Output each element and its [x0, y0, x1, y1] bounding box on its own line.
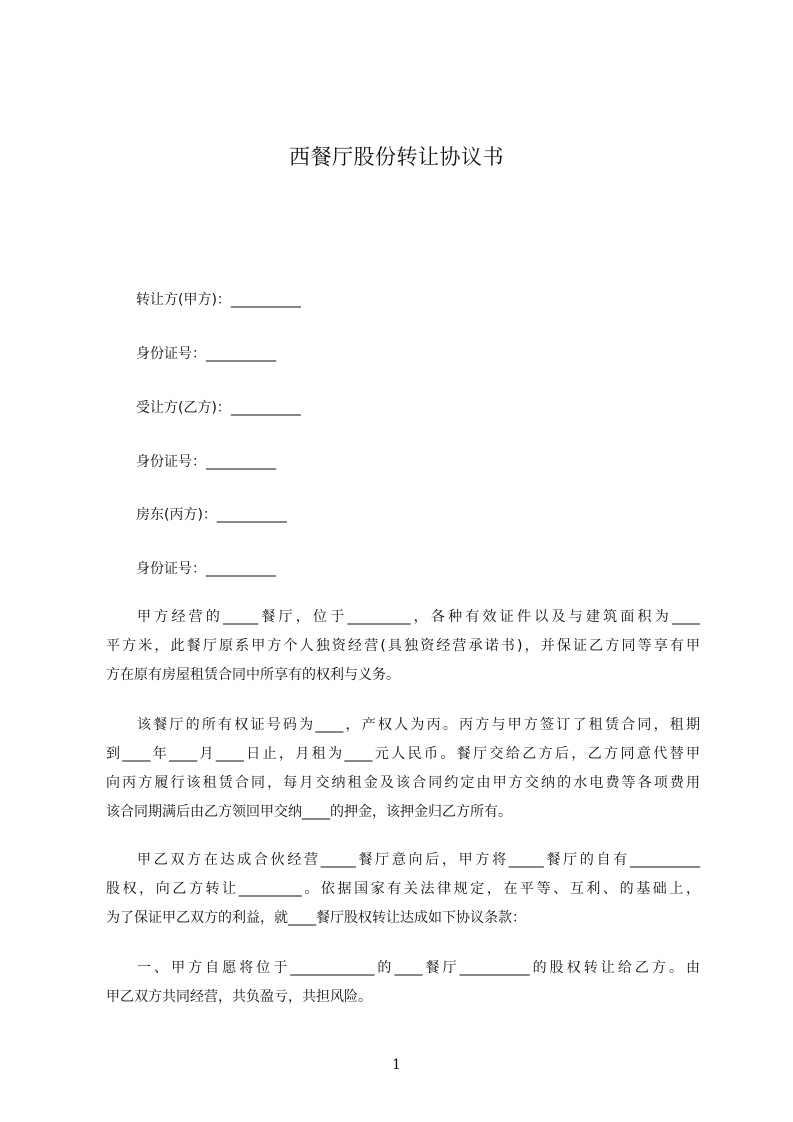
- landlord-field: 房东(丙方)：__________: [136, 507, 287, 523]
- document-title: 西餐厅股份转让协议书: [289, 145, 504, 169]
- transferee-field: 受让方(乙方)：__________: [136, 400, 301, 416]
- paragraph-line: 方在原有房屋租赁合同中所享有的权利与义务。: [106, 667, 400, 683]
- paragraph-line: 甲乙双方在达成合伙经营_____餐厅意向后，甲方将_____餐厅的自有__________: [137, 852, 700, 868]
- transferee-id-field: 身份证号：__________: [136, 454, 276, 470]
- paragraph-line: 一、甲方自愿将位于____________的____餐厅__________的股权转让给乙方。由: [137, 960, 700, 976]
- paragraph-line: 平方米，此餐厅原系甲方个人独资经营(具独资经营承诺书)，并保证乙方同等享有甲: [106, 638, 700, 654]
- paragraph-business-info: [106, 603, 700, 690]
- paragraph-line: 为了保证甲乙双方的利益，就____餐厅股权转让达成如下协议条款：: [106, 910, 526, 926]
- paragraph-line: 该合同期满后由乙方领回甲交纳____的押金，该押金归乙方所有。: [106, 804, 512, 820]
- transferor-id-field: 身份证号：__________: [136, 346, 276, 362]
- paragraph-line: 该餐厅的所有权证号码为____，产权人为丙。丙方与甲方签订了租赁合同，租期: [137, 717, 700, 733]
- landlord-id-field: 身份证号：__________: [136, 561, 276, 577]
- paragraph-lease-info: [106, 711, 700, 827]
- paragraph-clause-one: [106, 954, 700, 1012]
- paragraph-line: 向丙方履行该租赁合同，每月交纳租金及该合同约定由甲方交纳的水电费等各项费用: [106, 775, 700, 791]
- transferor-field: 转让方(甲方)：__________: [136, 292, 301, 308]
- paragraph-equity-intent: [106, 846, 700, 933]
- paragraph-line: 甲乙双方共同经营，共负盈亏，共担风险。: [106, 989, 372, 1005]
- paragraph-line: 到____年____月____日止，月租为____元人民币。餐厅交给乙方后，乙方同意代替甲: [106, 746, 700, 762]
- paragraph-line: 甲方经营的_____餐厅，位于_________，各种有效证件以及与建筑面积为____: [137, 609, 700, 625]
- paragraph-line: 股权，向乙方转让_________。依据国家有关法律规定，在平等、互利、的基础上，: [106, 881, 700, 897]
- page-number: 1: [392, 1057, 401, 1073]
